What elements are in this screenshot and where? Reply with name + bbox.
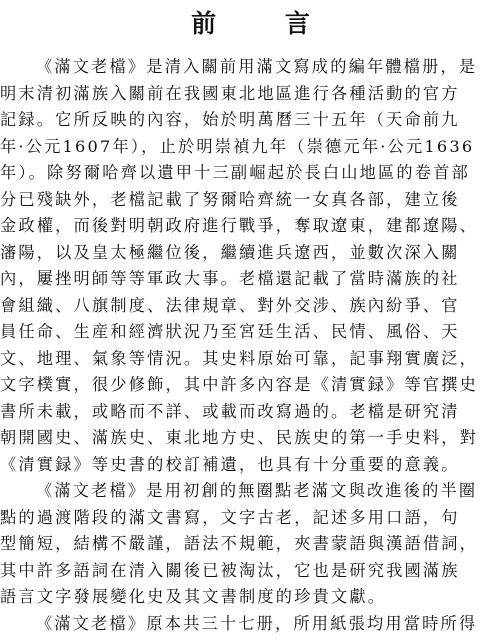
page-title: 前 言 [191, 9, 340, 38]
paragraph-1-line-9: 內，屢挫明師等等軍政大事。老檔還記載了當時滿族的社 [0, 269, 460, 288]
paragraph-1-line-3: 記録。它所反映的內容，始於明萬曆三十五年（天命前九 [0, 110, 460, 129]
paragraph-1-line-15: 朝開國史、滿族史、東北地方史、民族史的第一手史料，對 [0, 428, 479, 447]
paragraph-1-line-13: 文字樸實，很少修飾，其中許多內容是《清實録》等官撰史 [0, 375, 479, 394]
paragraph-2-line-1: 《滿文老檔》是用初創的無圈點老滿文與改進後的半圈 [36, 481, 478, 500]
paragraph-2-line-3: 型簡短，結構不嚴謹，語法不規範，夾書蒙語與漢語借詞， [0, 534, 479, 553]
paragraph-1-line-7: 金政權，而後對明朝政府進行戰爭，奪取遼東，建都遼陽、 [0, 216, 479, 235]
paragraph-1-line-8: 瀋陽，以及皇太極繼位後，繼續進兵遼西，並數次深入關 [0, 242, 460, 262]
paragraph-2-line-2: 點的過渡階段的滿文書寫，文字古老，記述多用口語，句 [0, 507, 460, 527]
paragraph-1-line-11: 員任命、生産和經濟狀況乃至宮廷生活、民情、風俗、天 [0, 322, 460, 341]
paragraph-2-line-4: 其中許多語詞在清入關後已被淘汰，它也是研究我國滿族 [0, 560, 460, 580]
paragraph-1-line-12: 文、地理、氣象等情況。其史料原始可靠，記事翔實廣泛， [0, 348, 479, 368]
paragraph-1-line-5: 年）。除努爾哈齊以遺甲十三副崛起於長白山地區的卷首部 [0, 163, 470, 182]
paragraph-1-line-14: 書所未載，或略而不詳、或載而改寫過的。老檔是研究清 [0, 401, 460, 421]
paragraph-1-line-2: 明末清初滿族入關前在我國東北地區進行各種活動的官方 [0, 83, 460, 103]
paragraph-1-line-10: 會組織、八旗制度、法律規章、對外交涉、族內紛爭、官 [0, 295, 460, 315]
paragraph-2-line-5: 語言文字發展變化史及其文書制度的珍貴文獻。 [0, 587, 387, 606]
paragraph-3-line-1: 《滿文老檔》原本共三十七册，所用紙張均用當時所得 [36, 613, 478, 633]
paragraph-1-line-16: 《清實録》等史書的校訂補遺，也具有十分重要的意義。 [0, 454, 460, 474]
paragraph-1-line-4: 年·公元1607年），止於明崇禎九年（崇德元年·公元1636 [0, 136, 475, 156]
paragraph-1-line-1: 《滿文老檔》是清入關前用滿文寫成的編年體檔册，是 [36, 57, 478, 76]
paragraph-1-line-6: 分已殘缺外，老檔記載了努爾哈齊統一女真各部，建立後 [0, 189, 460, 209]
